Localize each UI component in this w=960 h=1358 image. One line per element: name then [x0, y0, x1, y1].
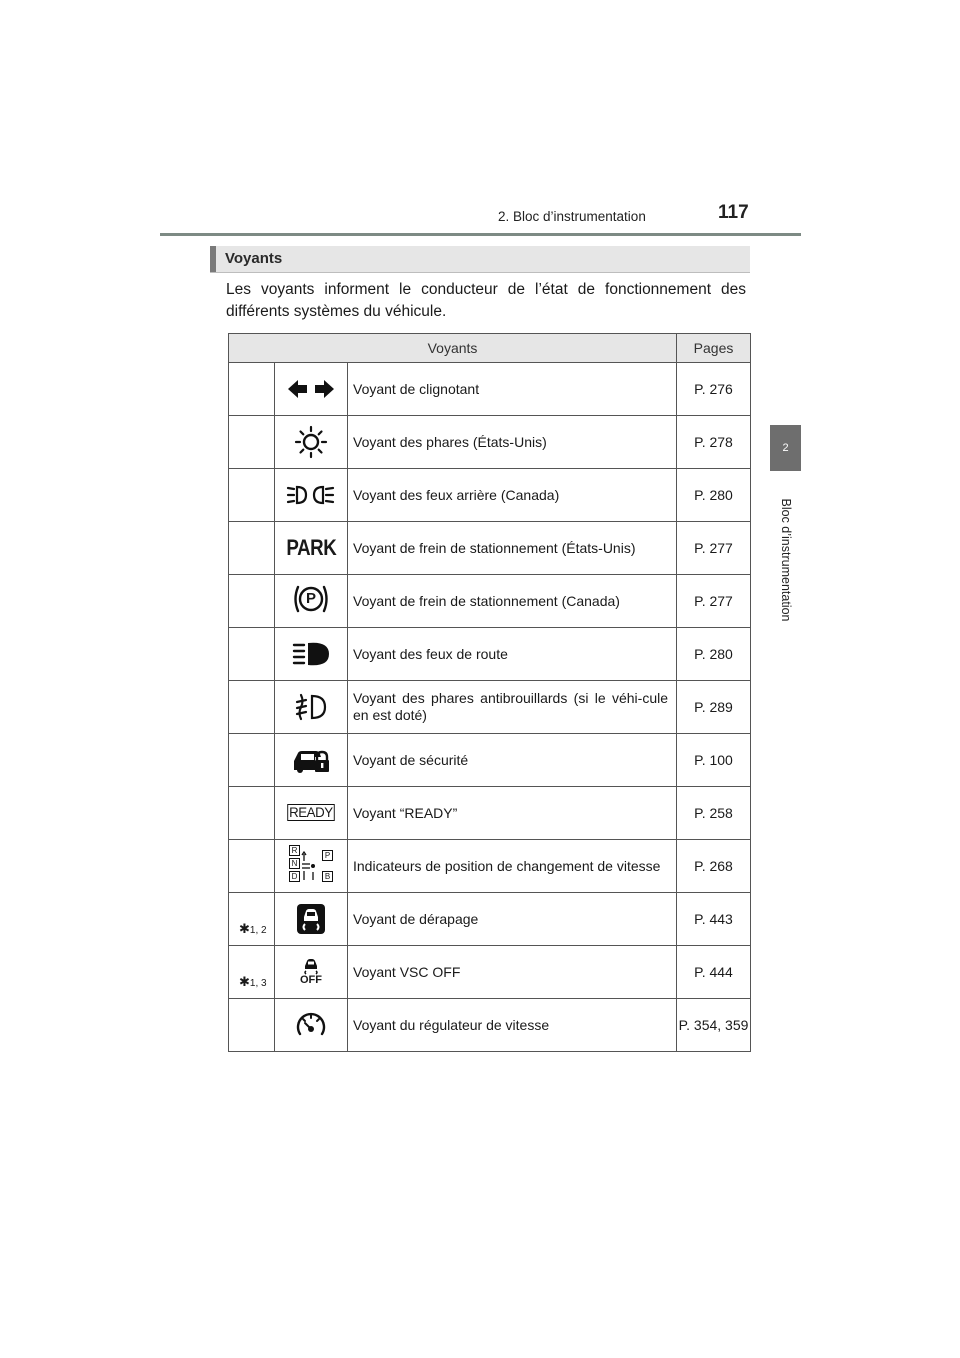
table-header-row	[229, 334, 751, 363]
row-note	[229, 999, 275, 1052]
row-page-ref: P. 443	[677, 893, 751, 946]
chapter-label: Bloc d’instrumentation	[779, 498, 793, 622]
row-description: Indicateurs de position de changement de vitesse	[348, 840, 677, 893]
row-note	[229, 575, 275, 628]
row-description: Voyant des phares antibrouillards (si le véhi-cule en est doté)	[348, 681, 677, 734]
row-description: Voyant VSC OFF	[348, 946, 677, 999]
row-note	[229, 469, 275, 522]
shift-letter-r: R	[289, 845, 300, 856]
row-note	[229, 840, 275, 893]
table-row	[229, 840, 751, 893]
shift-letter-d: D	[289, 871, 300, 882]
row-note	[229, 734, 275, 787]
vsc-off-label: OFF	[300, 973, 322, 986]
indicator-table	[228, 333, 751, 1052]
row-description: Voyant “READY”	[348, 787, 677, 840]
row-note	[229, 522, 275, 575]
section-title: Voyants	[225, 250, 283, 267]
slip-indicator-icon	[296, 903, 326, 935]
fog-light-icon	[294, 693, 328, 721]
row-description: Voyant de frein de stationnement (États-Unis)	[348, 522, 677, 575]
row-note: ✱1, 2	[229, 893, 275, 946]
row-note: ✱1, 3	[229, 946, 275, 999]
table-row	[229, 946, 751, 999]
table-row	[229, 893, 751, 946]
table-row	[229, 522, 751, 575]
row-page-ref: P. 280	[677, 628, 751, 681]
row-description: Voyant de sécurité	[348, 734, 677, 787]
row-page-ref: P. 276	[677, 363, 751, 416]
row-description: Voyant des phares (États-Unis)	[348, 416, 677, 469]
table-row	[229, 575, 751, 628]
park-brake-circle-icon	[292, 583, 330, 615]
table-row	[229, 469, 751, 522]
security-icon	[291, 746, 331, 774]
table-row	[229, 363, 751, 416]
header-rule	[160, 233, 801, 236]
row-page-ref: P. 289	[677, 681, 751, 734]
row-note	[229, 681, 275, 734]
high-beam-icon	[291, 641, 331, 667]
table-row	[229, 681, 751, 734]
column-header-voyants: Voyants	[229, 334, 677, 363]
row-note	[229, 416, 275, 469]
table-row	[229, 734, 751, 787]
chapter-tab: 2	[770, 425, 801, 471]
shift-letter-p: P	[322, 850, 333, 861]
ready-icon: READY	[289, 804, 333, 820]
shift-letter-n: N	[289, 858, 300, 869]
row-page-ref: P. 277	[677, 522, 751, 575]
row-description: Voyant du régulateur de vitesse	[348, 999, 677, 1052]
shift-letter-b: B	[322, 871, 333, 882]
table-row	[229, 999, 751, 1052]
header-section-title: 2. Bloc d’instrumentation	[498, 209, 646, 224]
page-number: 117	[718, 202, 749, 223]
row-page-ref: P. 278	[677, 416, 751, 469]
row-page-ref: P. 268	[677, 840, 751, 893]
row-page-ref: P. 258	[677, 787, 751, 840]
park-brake-letter: P	[305, 589, 316, 607]
table-row	[229, 416, 751, 469]
row-page-ref: P. 100	[677, 734, 751, 787]
row-page-ref: P. 277	[677, 575, 751, 628]
shift-position-icon	[286, 844, 336, 884]
row-description: Voyant de clignotant	[348, 363, 677, 416]
cruise-control-icon	[294, 1010, 328, 1040]
section-heading-bar	[210, 246, 750, 273]
row-description: Voyant de frein de stationnement (Canada)	[348, 575, 677, 628]
turn-signal-icon	[287, 379, 335, 399]
row-note	[229, 363, 275, 416]
column-header-pages: Pages	[677, 334, 751, 363]
row-page-ref: P. 444	[677, 946, 751, 999]
row-note	[229, 628, 275, 681]
row-note	[229, 787, 275, 840]
headlight-icon	[294, 425, 328, 459]
row-page-ref: P. 354, 359	[677, 999, 751, 1052]
row-description: Voyant de dérapage	[348, 893, 677, 946]
tail-light-icon	[286, 483, 336, 507]
row-page-ref: P. 280	[677, 469, 751, 522]
intro-paragraph: Les voyants informent le conducteur de l’état de fonctionnement des différents systèmes du véhicule.	[226, 281, 746, 320]
table-row	[229, 628, 751, 681]
park-brake-text-icon: PARK	[286, 535, 336, 560]
row-description: Voyant des feux arrière (Canada)	[348, 469, 677, 522]
vsc-off-icon	[300, 957, 322, 986]
row-description: Voyant des feux de route	[348, 628, 677, 681]
table-row	[229, 787, 751, 840]
